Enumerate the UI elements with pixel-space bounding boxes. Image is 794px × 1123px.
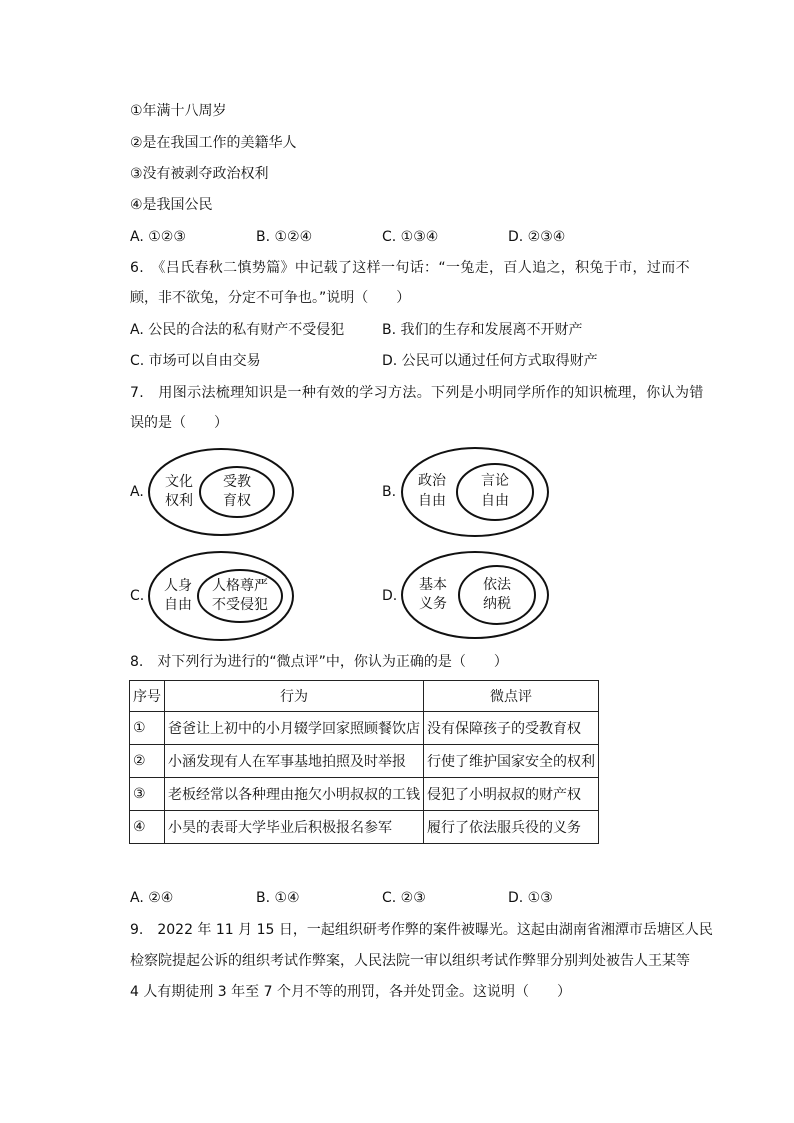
q5-item-1: ①年满十八周岁 — [130, 103, 227, 119]
diagram-d-outer-line2: 义务 — [419, 596, 447, 612]
row-comment: 侵犯了小明叔叔的财产权 — [424, 778, 599, 811]
diagram-d-inner-line2: 纳税 — [483, 596, 511, 612]
diagram-c-outer-line2: 自由 — [164, 597, 192, 613]
q8-option-a: A. ②④ — [130, 890, 174, 906]
table-row — [130, 712, 599, 745]
q6-stem-line2: 顾，非不欲兔，分定不可争也。”说明（ ） — [130, 290, 411, 306]
header-comment: 微点评 — [424, 681, 599, 712]
q5-option-d: D. ②③④ — [508, 229, 566, 245]
q6-option-d: D. 公民可以通过任何方式取得财产 — [382, 353, 598, 369]
header-number: 序号 — [130, 681, 165, 712]
diagram-c-outer-line1: 人身 — [164, 578, 192, 594]
q9-stem-line2: 检察院提起公诉的组织考试作弊案，人民法院一审以组织考试作弊罪分别判处被告人王某等 — [130, 953, 690, 969]
diagram-a-outer-line2: 权利 — [165, 493, 193, 509]
diagram-c — [147, 550, 295, 642]
table-row — [130, 745, 599, 778]
diagram-a-outer-line1: 文化 — [165, 474, 193, 490]
q8-option-b: B. ①④ — [256, 890, 300, 906]
row-comment: 没有保障孩子的受教育权 — [424, 712, 599, 745]
row-number: ② — [130, 745, 165, 778]
diagram-d-outer-line1: 基本 — [419, 577, 447, 593]
table-row — [130, 811, 599, 844]
row-action: 小涵发现有人在军事基地拍照及时举报 — [165, 745, 424, 778]
diagram-b — [400, 446, 550, 538]
row-number: ③ — [130, 778, 165, 811]
q5-item-4: ④是我国公民 — [130, 197, 213, 213]
row-comment: 履行了依法服兵役的义务 — [424, 811, 599, 844]
row-number: ④ — [130, 811, 165, 844]
row-action: 老板经常以各种理由拖欠小明叔叔的工钱 — [165, 778, 424, 811]
row-comment: 行使了维护国家安全的权利 — [424, 745, 599, 778]
q7-stem-line1: 7. 用图示法梳理知识是一种有效的学习方法。下列是小明同学所作的知识梳理，你认为错 — [130, 385, 704, 401]
q7-stem-line2: 误的是（ ） — [130, 415, 228, 431]
q6-option-c: C. 市场可以自由交易 — [130, 353, 261, 369]
diagram-d-inner-line1: 依法 — [483, 577, 511, 593]
diagram-b-label: B. — [382, 484, 397, 500]
diagram-a-inner-line2: 育权 — [223, 493, 251, 509]
diagram-a-inner-line1: 受教 — [223, 474, 251, 490]
q5-option-c: C. ①③④ — [382, 229, 439, 245]
table-row — [130, 778, 599, 811]
row-number: ① — [130, 712, 165, 745]
q6-option-b: B. 我们的生存和发展离不开财产 — [382, 322, 583, 338]
q5-item-3: ③没有被剥夺政治权利 — [130, 166, 269, 182]
q8-table — [129, 680, 599, 844]
q5-option-a: A. ①②③ — [130, 229, 186, 245]
diagram-b-inner-line2: 自由 — [481, 493, 509, 509]
diagram-a — [147, 447, 295, 537]
q6-stem-line1: 6. 《吕氏春秋二慎势篇》中记载了这样一句话：“一兔走，百人追之，积兔于市，过而不 — [130, 260, 690, 276]
diagram-b-outer-line1: 政治 — [418, 473, 446, 489]
q5-option-b: B. ①②④ — [256, 229, 313, 245]
row-action: 小昊的表哥大学毕业后积极报名参军 — [165, 811, 424, 844]
q9-stem-line1: 9. 2022 年 11 月 15 日，一起组织研考作弊的案件被曝光。这起由湖南省湘潭市岳塘区人民 — [130, 922, 713, 938]
table-header-row — [130, 681, 599, 712]
diagram-d-label: D. — [382, 588, 398, 604]
diagram-b-inner-line1: 言论 — [481, 473, 509, 489]
diagram-b-outer-line2: 自由 — [418, 493, 446, 509]
diagram-c-label: C. — [130, 588, 145, 604]
diagram-a-label: A. — [130, 484, 144, 500]
q6-option-a: A. 公民的合法的私有财产不受侵犯 — [130, 322, 345, 338]
row-action: 爸爸让上初中的小月辍学回家照顾餐饮店 — [165, 712, 424, 745]
q8-option-c: C. ②③ — [382, 890, 426, 906]
q8-option-d: D. ①③ — [508, 890, 553, 906]
q9-stem-line3: 4 人有期徒刑 3 年至 7 个月不等的刑罚，各并处罚金。这说明（ ） — [130, 984, 571, 1000]
q5-item-2: ②是在我国工作的美籍华人 — [130, 135, 297, 151]
header-action: 行为 — [165, 681, 424, 712]
q8-stem: 8. 对下列行为进行的“微点评”中，你认为正确的是（ ） — [130, 654, 508, 670]
diagram-d — [400, 550, 550, 640]
diagram-c-inner-line1: 人格尊严 — [212, 578, 268, 594]
diagram-c-inner-line2: 不受侵犯 — [212, 597, 268, 613]
